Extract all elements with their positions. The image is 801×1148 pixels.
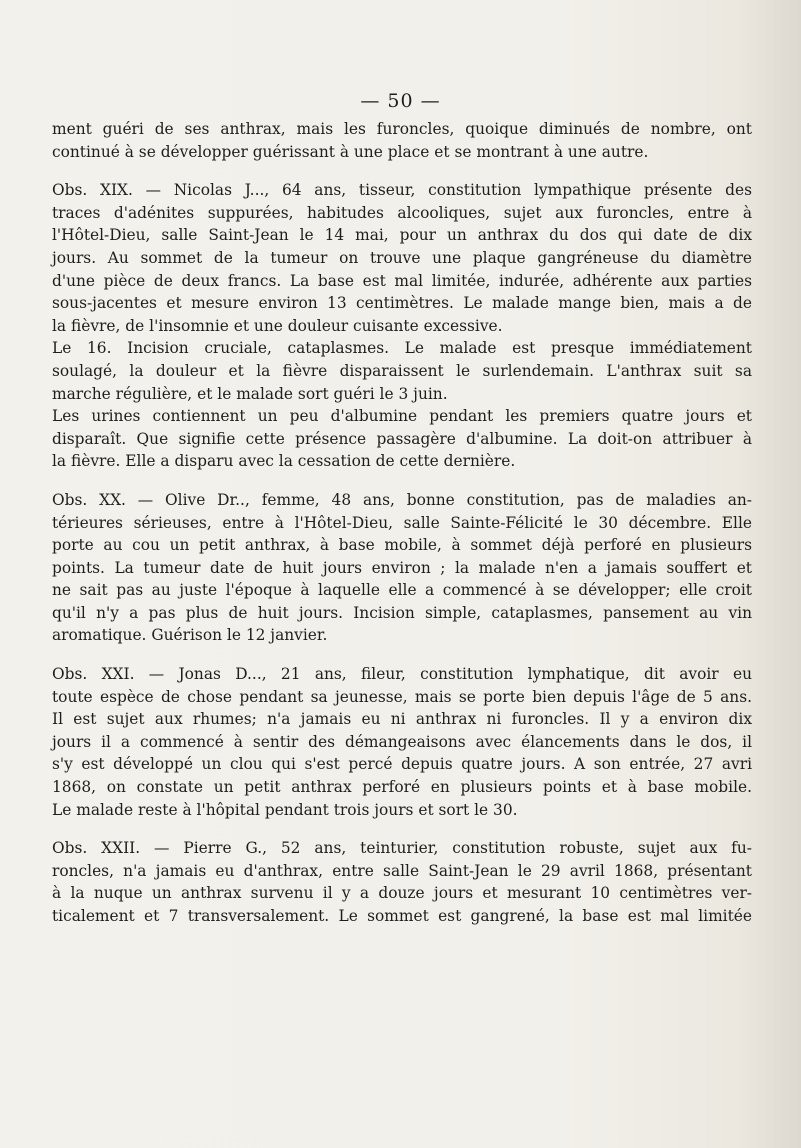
text-line: d'une pièce de deux francs. La base est mal limitée, indurée, adhérente aux parties: [52, 271, 752, 290]
paragraph-intro: [52, 118, 752, 163]
text-line: ticalement et 7 transversalement. Le sommet est gangrené, la base est mal limitée: [52, 907, 752, 925]
paragraph-obs-xix: [52, 179, 752, 337]
text-line: la fièvre, de l'insomnie et une douleur cuisante excessive.: [52, 316, 503, 335]
text-line: marche régulière, et le malade sort guéri le 3 juin.: [52, 384, 448, 403]
text-line: soulagé, la douleur et la fièvre disparaissent le surlendemain. L'anthrax suit sa: [52, 361, 752, 380]
page-text: [52, 118, 752, 928]
text-line: points. La tumeur date de huit jours environ ; la malade n'en a jamais souffert et: [52, 558, 752, 577]
text-line: térieures sérieuses, entre à l'Hôtel-Dieu, salle Sainte-Félicité le 30 décembre. Elle: [52, 513, 752, 532]
text-line: roncles, n'a jamais eu d'anthrax, entre salle Saint-Jean le 29 avril 1868, présentant: [52, 861, 752, 880]
text-line: 1868, on constate un petit anthrax perforé en plusieurs points et à base mobile.: [52, 778, 752, 797]
text-line: sous-jacentes et mesure environ 13 centimètres. Le malade mange bien, mais a de: [52, 294, 752, 313]
text-line: Obs. XIX. — Nicolas J..., 64 ans, tisseur, constitution lympathique présente des: [52, 181, 752, 200]
text-line: traces d'adénites suppurées, habitudes alcooliques, sujet aux furoncles, entre à: [52, 203, 752, 222]
paragraph-obs-xxi: [52, 663, 752, 821]
text-line: la fièvre. Elle a disparu avec la cessation de cette dernière.: [52, 452, 516, 471]
text-line: Obs. XXII. — Pierre G., 52 ans, teinturier, constitution robuste, sujet aux fu-: [52, 839, 752, 858]
paragraph-obs-xix-urines: [52, 405, 752, 473]
text-line: Il est sujet aux rhumes; n'a jamais eu ni anthrax ni furoncles. Il y a environ dix: [52, 710, 752, 729]
text-line: jours il a commencé à sentir des démangeaisons avec élancements dans le dos, il: [52, 732, 752, 751]
text-line: s'y est développé un clou qui s'est percé depuis quatre jours. A son entrée, 27 avri: [52, 755, 752, 774]
text-line: qu'il n'y a pas plus de huit jours. Incision simple, cataplasmes, pansement au vin: [52, 603, 752, 622]
text-line: Obs. XX. — Olive Dr.., femme, 48 ans, bonne constitution, pas de maladies an-: [52, 490, 752, 509]
text-line: aromatique. Guérison le 12 janvier.: [52, 626, 328, 645]
page-number: — 50 —: [360, 90, 441, 112]
text-line: Obs. XXI. — Jonas D..., 21 ans, fileur, constitution lymphatique, dit avoir eu: [52, 665, 752, 684]
text-line: jours. Au sommet de la tumeur on trouve une plaque gangréneuse du diamètre: [52, 248, 752, 267]
text-line: Le 16. Incision cruciale, cataplasmes. Le malade est presque immédiatement: [52, 339, 752, 358]
paragraph-obs-xx: [52, 489, 752, 647]
text-line: continué à se développer guérissant à une place et se montrant à une autre.: [52, 142, 649, 161]
text-line: à la nuque un anthrax survenu il y a douze jours et mesurant 10 centimètres ver-: [52, 884, 752, 903]
text-line: ment guéri de ses anthrax, mais les furoncles, quoique diminués de nombre, ont: [52, 120, 752, 138]
paragraph-obs-xxii: [52, 837, 752, 927]
text-line: porte au cou un petit anthrax, à base mobile, à sommet déjà perforé en plusieurs: [52, 536, 752, 555]
text-line: ne sait pas au juste l'époque à laquelle elle a commencé à se développer; elle croit: [52, 581, 752, 600]
text-line: Les urines contiennent un peu d'albumine pendant les premiers quatre jours et: [52, 407, 752, 426]
text-line: l'Hôtel-Dieu, salle Saint-Jean le 14 mai, pour un anthrax du dos qui date de dix: [52, 226, 752, 245]
text-line: disparaît. Que signifie cette présence passagère d'albumine. La doit-on attribuer à: [52, 429, 752, 448]
text-line: toute espèce de chose pendant sa jeunesse, mais se porte bien depuis l'âge de 5 ans.: [52, 687, 752, 706]
text-line: Le malade reste à l'hôpital pendant trois jours et sort le 30.: [52, 800, 518, 819]
paragraph-obs-xix-continued: [52, 337, 752, 405]
